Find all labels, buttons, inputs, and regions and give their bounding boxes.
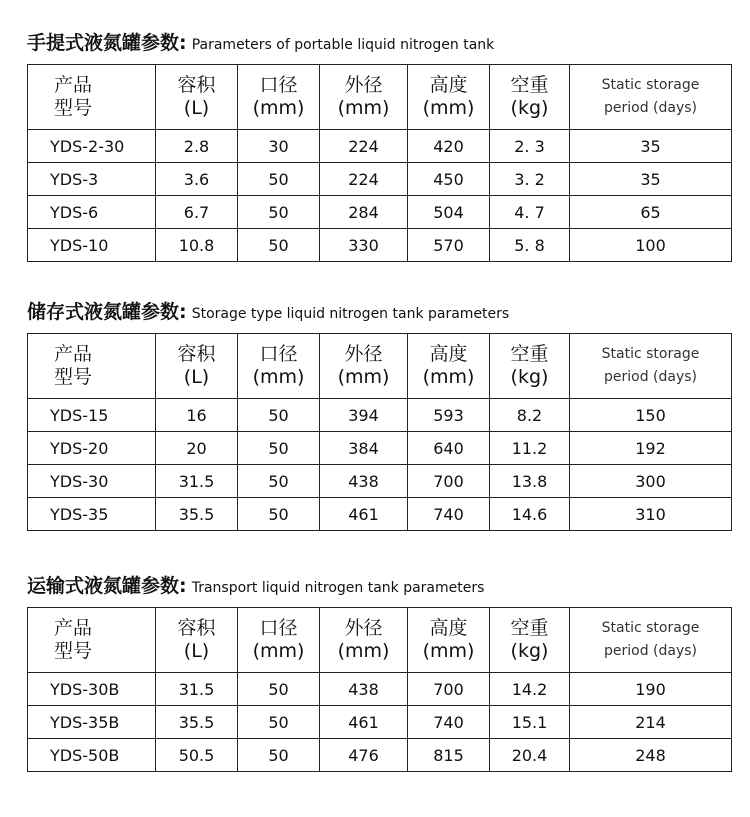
table-row: [28, 673, 732, 706]
cell-volume: 10.8: [156, 229, 238, 262]
cell-static-storage: 248: [570, 739, 732, 772]
header-model: 产品 型号: [28, 608, 156, 673]
cell-caliber: 30: [238, 130, 320, 163]
cell-outer-diameter: 394: [320, 399, 408, 432]
table-row: [28, 130, 732, 163]
cell-caliber: 50: [238, 739, 320, 772]
cell-weight: 14.6: [490, 498, 570, 531]
cell-weight: 3. 2: [490, 163, 570, 196]
cell-weight: 11.2: [490, 432, 570, 465]
cell-model: YDS-2-30: [28, 130, 156, 163]
cell-weight: 15.1: [490, 706, 570, 739]
cell-static-storage: 100: [570, 229, 732, 262]
cell-static-storage: 35: [570, 163, 732, 196]
table-row: [28, 399, 732, 432]
cell-model: YDS-35B: [28, 706, 156, 739]
cell-caliber: 50: [238, 465, 320, 498]
header-weight: 空重 (kg): [490, 608, 570, 673]
section-title-zh: 手提式液氮罐参数:: [27, 32, 187, 54]
table-row: [28, 163, 732, 196]
spec-table-storage: [27, 333, 732, 531]
cell-caliber: 50: [238, 432, 320, 465]
table-row: [28, 196, 732, 229]
cell-model: YDS-20: [28, 432, 156, 465]
table-row: [28, 432, 732, 465]
cell-volume: 35.5: [156, 706, 238, 739]
section-title-en: Transport liquid nitrogen tank parameters: [191, 580, 485, 596]
header-height: 高度 (mm): [408, 334, 490, 399]
section-title: [27, 297, 731, 327]
cell-caliber: 50: [238, 498, 320, 531]
cell-outer-diameter: 476: [320, 739, 408, 772]
section-transport: [27, 571, 731, 772]
cell-model: YDS-30: [28, 465, 156, 498]
section-title-en: Parameters of portable liquid nitrogen tank: [191, 37, 495, 53]
cell-weight: 14.2: [490, 673, 570, 706]
cell-outer-diameter: 461: [320, 706, 408, 739]
header-caliber: 口径 (mm): [238, 65, 320, 130]
cell-caliber: 50: [238, 706, 320, 739]
header-volume: 容积 (L): [156, 334, 238, 399]
header-static-storage: Static storage period (days): [570, 608, 732, 673]
cell-volume: 20: [156, 432, 238, 465]
cell-caliber: 50: [238, 163, 320, 196]
header-static-storage: Static storage period (days): [570, 334, 732, 399]
cell-height: 700: [408, 465, 490, 498]
cell-height: 740: [408, 498, 490, 531]
cell-model: YDS-10: [28, 229, 156, 262]
header-weight: 空重 (kg): [490, 334, 570, 399]
cell-outer-diameter: 330: [320, 229, 408, 262]
cell-outer-diameter: 284: [320, 196, 408, 229]
header-caliber: 口径 (mm): [238, 334, 320, 399]
section-title: [27, 571, 731, 601]
cell-static-storage: 310: [570, 498, 732, 531]
cell-volume: 6.7: [156, 196, 238, 229]
cell-weight: 13.8: [490, 465, 570, 498]
table-row: [28, 498, 732, 531]
cell-caliber: 50: [238, 229, 320, 262]
cell-height: 815: [408, 739, 490, 772]
cell-volume: 3.6: [156, 163, 238, 196]
cell-weight: 2. 3: [490, 130, 570, 163]
table-row: [28, 706, 732, 739]
section-storage: [27, 297, 731, 531]
cell-static-storage: 214: [570, 706, 732, 739]
cell-weight: 8.2: [490, 399, 570, 432]
cell-static-storage: 35: [570, 130, 732, 163]
cell-weight: 5. 8: [490, 229, 570, 262]
section-title-en: Storage type liquid nitrogen tank parameters: [191, 306, 510, 322]
cell-volume: 31.5: [156, 673, 238, 706]
cell-model: YDS-15: [28, 399, 156, 432]
section-title-zh: 运输式液氮罐参数:: [27, 575, 187, 597]
cell-height: 420: [408, 130, 490, 163]
cell-model: YDS-6: [28, 196, 156, 229]
table-row: [28, 739, 732, 772]
section-title-zh: 储存式液氮罐参数:: [27, 301, 187, 323]
spec-table-transport: [27, 607, 732, 772]
header-outer-diameter: 外径 (mm): [320, 65, 408, 130]
header-static-storage: Static storage period (days): [570, 65, 732, 130]
cell-height: 570: [408, 229, 490, 262]
header-row: [28, 334, 732, 399]
cell-outer-diameter: 224: [320, 163, 408, 196]
cell-volume: 35.5: [156, 498, 238, 531]
cell-caliber: 50: [238, 399, 320, 432]
header-outer-diameter: 外径 (mm): [320, 334, 408, 399]
cell-caliber: 50: [238, 196, 320, 229]
cell-height: 700: [408, 673, 490, 706]
section-title: [27, 28, 731, 58]
header-height: 高度 (mm): [408, 65, 490, 130]
cell-weight: 20.4: [490, 739, 570, 772]
cell-model: YDS-3: [28, 163, 156, 196]
header-volume: 容积 (L): [156, 65, 238, 130]
header-weight: 空重 (kg): [490, 65, 570, 130]
cell-outer-diameter: 224: [320, 130, 408, 163]
cell-static-storage: 300: [570, 465, 732, 498]
header-outer-diameter: 外径 (mm): [320, 608, 408, 673]
header-height: 高度 (mm): [408, 608, 490, 673]
section-portable: [27, 28, 731, 262]
cell-static-storage: 150: [570, 399, 732, 432]
cell-outer-diameter: 438: [320, 465, 408, 498]
cell-height: 504: [408, 196, 490, 229]
header-volume: 容积 (L): [156, 608, 238, 673]
header-row: [28, 608, 732, 673]
header-model: 产品 型号: [28, 334, 156, 399]
header-row: [28, 65, 732, 130]
table-row: [28, 465, 732, 498]
table-row: [28, 229, 732, 262]
cell-static-storage: 190: [570, 673, 732, 706]
cell-volume: 2.8: [156, 130, 238, 163]
cell-outer-diameter: 384: [320, 432, 408, 465]
cell-model: YDS-30B: [28, 673, 156, 706]
cell-height: 740: [408, 706, 490, 739]
header-caliber: 口径 (mm): [238, 608, 320, 673]
spec-table-portable: [27, 64, 732, 262]
cell-outer-diameter: 461: [320, 498, 408, 531]
cell-height: 450: [408, 163, 490, 196]
cell-model: YDS-50B: [28, 739, 156, 772]
cell-height: 593: [408, 399, 490, 432]
cell-volume: 31.5: [156, 465, 238, 498]
cell-outer-diameter: 438: [320, 673, 408, 706]
cell-volume: 16: [156, 399, 238, 432]
cell-weight: 4. 7: [490, 196, 570, 229]
cell-static-storage: 192: [570, 432, 732, 465]
cell-caliber: 50: [238, 673, 320, 706]
cell-height: 640: [408, 432, 490, 465]
cell-static-storage: 65: [570, 196, 732, 229]
cell-model: YDS-35: [28, 498, 156, 531]
header-model: 产品 型号: [28, 65, 156, 130]
cell-volume: 50.5: [156, 739, 238, 772]
